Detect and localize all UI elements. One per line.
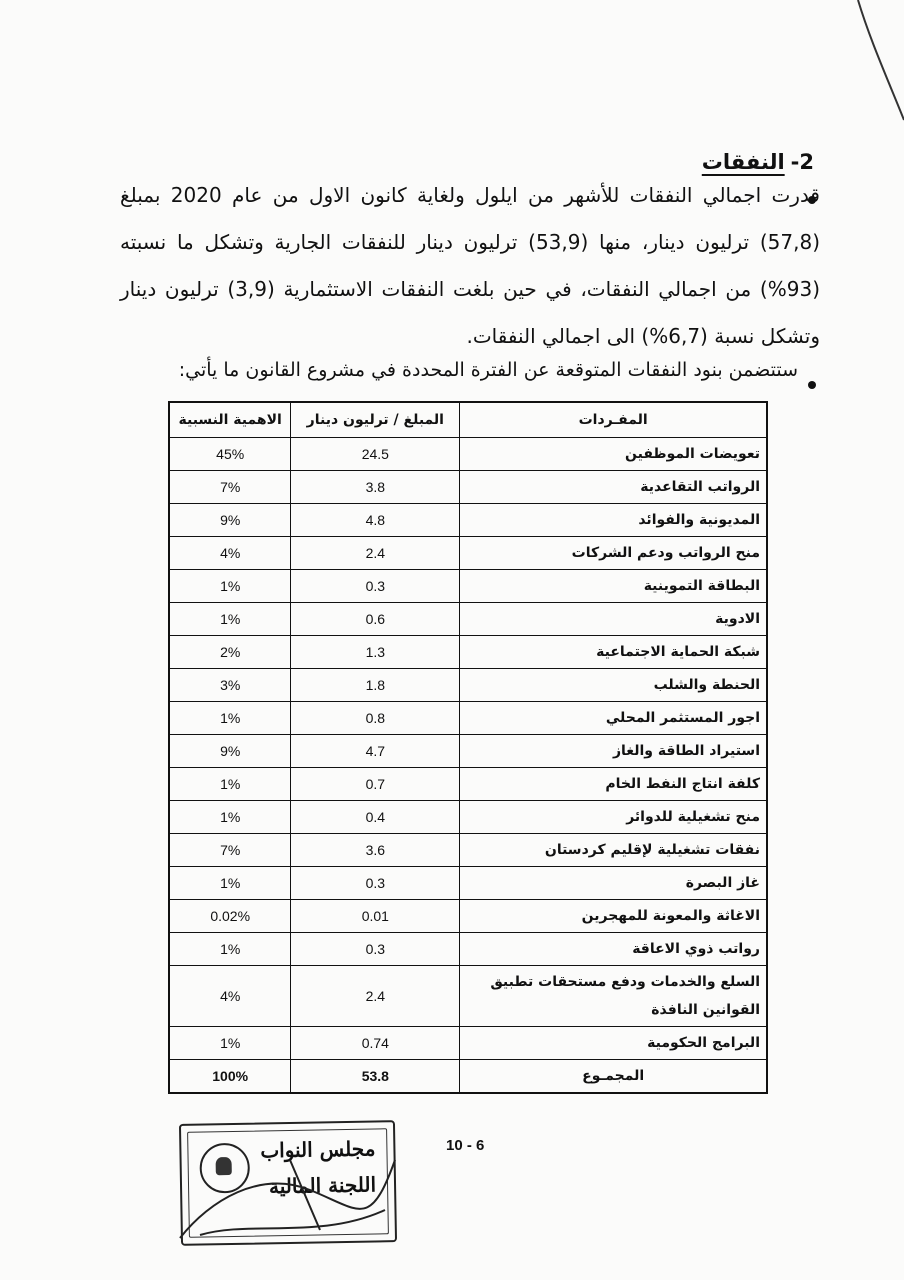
item-cell: غاز البصرة bbox=[460, 867, 767, 900]
amount-cell: 0.7 bbox=[291, 768, 460, 801]
table-row bbox=[169, 933, 767, 966]
table-row bbox=[169, 1027, 767, 1060]
table-row bbox=[169, 867, 767, 900]
share-cell: 3% bbox=[169, 669, 291, 702]
item-cell: رواتب ذوي الاعاقة bbox=[460, 933, 767, 966]
item-cell: كلفة انتاج النفط الخام bbox=[460, 768, 767, 801]
table-header-row bbox=[169, 402, 767, 438]
table-row bbox=[169, 636, 767, 669]
table-row bbox=[169, 603, 767, 636]
share-cell: 1% bbox=[169, 768, 291, 801]
amount-cell: 4.8 bbox=[291, 504, 460, 537]
table-row bbox=[169, 768, 767, 801]
amount-cell: 0.3 bbox=[291, 570, 460, 603]
share-cell: 1% bbox=[169, 603, 291, 636]
stamp-line-2: اللجنة المالية bbox=[268, 1172, 377, 1199]
expenditure-table bbox=[168, 401, 768, 1094]
section-number: 2- bbox=[790, 150, 814, 174]
share-cell: 1% bbox=[169, 801, 291, 834]
item-cell: المديونية والفوائد bbox=[460, 504, 767, 537]
share-cell: 1% bbox=[169, 1027, 291, 1060]
item-cell: الادوية bbox=[460, 603, 767, 636]
header-amount: المبلغ / ترليون دينار bbox=[291, 402, 460, 438]
table-row bbox=[169, 801, 767, 834]
table-row bbox=[169, 702, 767, 735]
section-heading bbox=[702, 150, 814, 174]
table-row bbox=[169, 735, 767, 768]
table-row bbox=[169, 504, 767, 537]
table-row bbox=[169, 900, 767, 933]
header-item: المفـردات bbox=[460, 402, 767, 438]
share-cell: 1% bbox=[169, 702, 291, 735]
amount-cell: 1.8 bbox=[291, 669, 460, 702]
share-cell: 45% bbox=[169, 438, 291, 471]
share-cell: 2% bbox=[169, 636, 291, 669]
amount-cell: 0.01 bbox=[291, 900, 460, 933]
table-row bbox=[169, 669, 767, 702]
share-cell: 0.02% bbox=[169, 900, 291, 933]
table-total-row bbox=[169, 1060, 767, 1094]
total-amount: 53.8 bbox=[291, 1060, 460, 1094]
summary-paragraph: قدرت اجمالي النفقات للأشهر من ايلول ولغاية كانون الاول من عام 2020 بمبلغ (57,8) ترليون دينار، منها (53,9) ترليون دينار للنفقات الجارية وتشكل ما نسبته (93%) من اجمالي النفقات، في حين بلغت النفقات الاستثمارية (3,9) ترليون دينار وتشكل نسبة (6,7%) الى اجمالي النفقات. bbox=[120, 183, 820, 348]
item-cell: الحنطة والشلب bbox=[460, 669, 767, 702]
header-share: الاهمية النسبية bbox=[169, 402, 291, 438]
item-cell: تعويضات الموظفين bbox=[460, 438, 767, 471]
share-cell: 1% bbox=[169, 933, 291, 966]
amount-cell: 3.6 bbox=[291, 834, 460, 867]
table-row bbox=[169, 537, 767, 570]
item-cell: شبكة الحماية الاجتماعية bbox=[460, 636, 767, 669]
table-row bbox=[169, 834, 767, 867]
share-cell: 7% bbox=[169, 834, 291, 867]
total-label: المجمـوع bbox=[460, 1060, 767, 1094]
amount-cell: 0.74 bbox=[291, 1027, 460, 1060]
item-cell: استيراد الطاقة والغاز bbox=[460, 735, 767, 768]
amount-cell: 2.4 bbox=[291, 537, 460, 570]
share-cell: 7% bbox=[169, 471, 291, 504]
bullet-icon bbox=[808, 381, 816, 389]
item-cell: البطاقة التموينية bbox=[460, 570, 767, 603]
section-title: النفقات bbox=[701, 150, 785, 174]
amount-cell: 3.8 bbox=[291, 471, 460, 504]
share-cell: 9% bbox=[169, 504, 291, 537]
item-cell: منح الرواتب ودعم الشركات bbox=[460, 537, 767, 570]
share-cell: 9% bbox=[169, 735, 291, 768]
intro-paragraph: ستتضمن بنود النفقات المتوقعة عن الفترة المحددة في مشروع القانون ما يأتي: bbox=[178, 359, 798, 381]
amount-cell: 2.4 bbox=[291, 966, 460, 1027]
item-cell: اجور المستثمر المحلي bbox=[460, 702, 767, 735]
item-cell: نفقات تشغيلية لإقليم كردستان bbox=[460, 834, 767, 867]
table-row bbox=[169, 471, 767, 504]
item-cell: منح تشغيلية للدوائر bbox=[460, 801, 767, 834]
share-cell: 1% bbox=[169, 867, 291, 900]
share-cell: 4% bbox=[169, 537, 291, 570]
amount-cell: 24.5 bbox=[291, 438, 460, 471]
share-cell: 4% bbox=[169, 966, 291, 1027]
amount-cell: 0.8 bbox=[291, 702, 460, 735]
item-cell: الرواتب التقاعدية bbox=[460, 471, 767, 504]
amount-cell: 0.4 bbox=[291, 801, 460, 834]
stamp-line-1: مجلس النواب bbox=[260, 1136, 376, 1163]
total-share: 100% bbox=[169, 1060, 291, 1094]
item-cell: البرامج الحكومية bbox=[460, 1027, 767, 1060]
amount-cell: 0.3 bbox=[291, 867, 460, 900]
page-number: 10 - 6 bbox=[446, 1137, 485, 1154]
amount-cell: 0.6 bbox=[291, 603, 460, 636]
table-row bbox=[169, 438, 767, 471]
amount-cell: 4.7 bbox=[291, 735, 460, 768]
item-cell: الاغاثة والمعونة للمهجرين bbox=[460, 900, 767, 933]
item-cell: السلع والخدمات ودفع مستحقات تطبيق القوانين النافذة bbox=[460, 966, 767, 1027]
amount-cell: 0.3 bbox=[291, 933, 460, 966]
amount-cell: 1.3 bbox=[291, 636, 460, 669]
committee-stamp bbox=[179, 1120, 397, 1246]
share-cell: 1% bbox=[169, 570, 291, 603]
table-row bbox=[169, 966, 767, 1027]
table-row bbox=[169, 570, 767, 603]
